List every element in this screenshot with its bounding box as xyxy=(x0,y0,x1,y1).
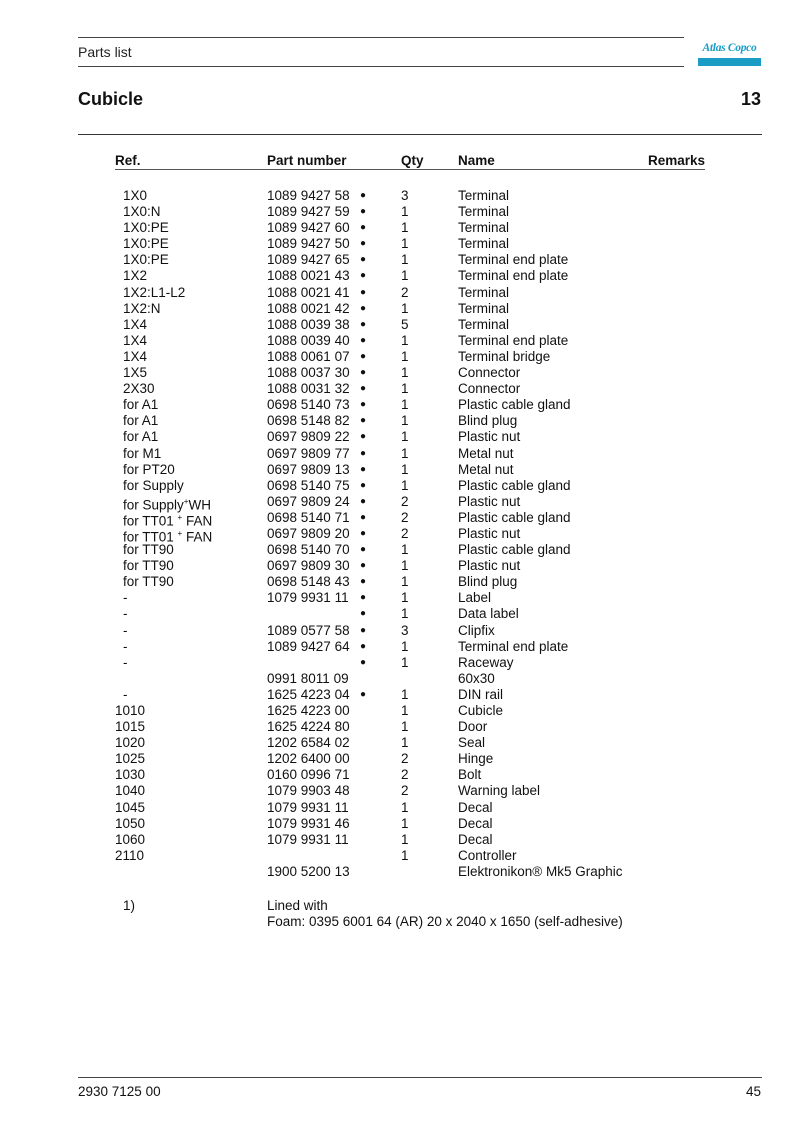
bullet-icon: ● xyxy=(360,350,367,362)
bullet-icon: ● xyxy=(360,527,367,539)
cell-part-number: 1202 6584 02 xyxy=(267,735,350,751)
table-row xyxy=(0,767,800,783)
cell-qty: 1 xyxy=(401,397,409,413)
table-row xyxy=(0,558,800,574)
title-rule xyxy=(78,134,762,135)
cell-ref: 1X0:PE xyxy=(123,252,169,268)
cell-part-number: 1089 9427 64 xyxy=(267,638,350,654)
cell-name: Decal xyxy=(458,815,493,831)
cell-qty: 1 xyxy=(401,300,409,316)
table-row xyxy=(0,703,800,719)
table-row xyxy=(0,429,800,445)
cell-ref: for A1 xyxy=(123,397,159,413)
cell-ref: 1040 xyxy=(115,783,146,799)
table-row xyxy=(0,848,800,864)
table-row xyxy=(0,735,800,751)
cell-qty: 2 xyxy=(401,751,409,767)
table-row xyxy=(0,301,800,317)
cell-name: Terminal xyxy=(458,188,510,203)
cell-qty: 1 xyxy=(401,654,409,670)
table-row xyxy=(0,252,800,268)
cell-name: Terminal xyxy=(458,236,510,252)
cell-name: Hinge xyxy=(458,751,494,767)
cell-part-number: 0698 5140 75 xyxy=(267,477,350,493)
table-row xyxy=(0,317,800,333)
cell-name: Elektronikon® Mk5 Graphic xyxy=(458,863,623,879)
cell-name: Clipfix xyxy=(458,622,495,638)
cell-qty: 1 xyxy=(401,413,409,429)
cell-qty: 1 xyxy=(401,332,409,348)
cell-qty: 1 xyxy=(401,542,409,558)
logo-bar xyxy=(698,58,761,66)
cell-part-number: 0698 5148 43 xyxy=(267,574,350,590)
cell-name: Metal nut xyxy=(458,445,514,461)
cell-qty: 2 xyxy=(401,783,409,799)
cell-ref: for TT90 xyxy=(123,574,174,590)
cell-ref: 2X30 xyxy=(123,381,155,397)
table-row xyxy=(0,349,800,365)
section-number: 13 xyxy=(740,89,761,109)
cell-part-number: 1625 4224 80 xyxy=(267,719,350,735)
table-row xyxy=(0,655,800,671)
bullet-icon: ● xyxy=(360,608,367,620)
bullet-icon: ● xyxy=(360,334,367,346)
cell-ref: - xyxy=(123,686,128,702)
table-row xyxy=(0,365,800,381)
cell-ref: 1X4 xyxy=(123,348,148,364)
cell-part-number: 0698 5148 82 xyxy=(267,413,350,429)
cell-part-number: 0991 8011 09 xyxy=(267,670,349,686)
cell-name: Terminal xyxy=(458,316,510,332)
cell-ref: 1X0:PE xyxy=(123,220,169,236)
cell-qty: 1 xyxy=(401,847,409,863)
cell-qty: 1 xyxy=(401,252,409,268)
bullet-icon: ● xyxy=(360,511,367,523)
cell-part-number: 0698 5140 70 xyxy=(267,542,350,558)
cell-name: Terminal bridge xyxy=(458,348,551,364)
cell-ref: 1X4 xyxy=(123,332,148,348)
cell-qty: 1 xyxy=(401,381,409,397)
bullet-icon: ● xyxy=(360,495,367,507)
cell-ref: 1015 xyxy=(115,719,146,735)
cell-part-number: 1089 9427 60 xyxy=(267,220,350,236)
cell-name: Raceway xyxy=(458,654,514,670)
cell-qty: 1 xyxy=(401,703,409,718)
bullet-icon: ● xyxy=(360,399,367,411)
table-row xyxy=(0,188,800,204)
table-row xyxy=(0,285,800,301)
table-row xyxy=(0,671,800,687)
cell-ref: 1045 xyxy=(115,799,146,815)
cell-part-number: 1079 9931 11 xyxy=(267,590,349,606)
cell-name: Connector xyxy=(458,381,521,397)
cell-ref: 1025 xyxy=(115,751,146,767)
cell-qty: 1 xyxy=(401,606,409,622)
cell-qty: 1 xyxy=(401,220,409,236)
column-header-qty: Qty xyxy=(401,153,424,168)
cell-part-number: 1088 0039 38 xyxy=(267,316,350,332)
header-rule-top xyxy=(78,37,684,38)
cell-qty: 3 xyxy=(401,622,409,638)
document-number: 2930 7125 00 xyxy=(78,1084,161,1099)
cell-name: Connector xyxy=(458,365,521,381)
cell-name: Plastic nut xyxy=(458,525,521,541)
table-row xyxy=(0,413,800,429)
cell-qty: 1 xyxy=(401,445,409,461)
bullet-icon: ● xyxy=(360,206,367,218)
cell-name: Blind plug xyxy=(458,413,518,429)
cell-qty: 1 xyxy=(401,236,409,252)
header-section-label: Parts list xyxy=(78,44,132,60)
cell-part-number: 1625 4223 00 xyxy=(267,703,350,718)
cell-ref: for Supply xyxy=(123,477,184,493)
cell-ref: 1X2 xyxy=(123,268,148,284)
cell-qty: 1 xyxy=(401,590,409,606)
table-row xyxy=(0,719,800,735)
footer-rule xyxy=(78,1077,762,1078)
cell-name: Terminal end plate xyxy=(458,638,569,654)
bullet-icon: ● xyxy=(360,463,367,475)
cell-qty: 2 xyxy=(401,493,409,509)
cell-name: Label xyxy=(458,590,492,606)
bullet-icon: ● xyxy=(360,688,367,700)
table-row xyxy=(0,462,800,478)
table-row xyxy=(0,204,800,220)
cell-qty: 1 xyxy=(401,268,409,284)
cell-ref: for M1 xyxy=(123,445,162,461)
cell-part-number: 1089 9427 58 xyxy=(267,188,350,203)
cell-ref: - xyxy=(123,606,128,622)
cell-ref: for TT90 xyxy=(123,542,174,558)
table-row xyxy=(0,333,800,349)
cell-qty: 1 xyxy=(401,429,409,445)
bullet-icon: ● xyxy=(360,431,367,443)
cell-part-number: 0697 9809 77 xyxy=(267,445,350,461)
bullet-icon: ● xyxy=(360,254,367,266)
cell-ref: for TT90 xyxy=(123,558,174,574)
cell-name: Terminal xyxy=(458,284,510,300)
cell-qty: 1 xyxy=(401,558,409,574)
cell-part-number: 0697 9809 22 xyxy=(267,429,350,445)
column-header-remarks: Remarks xyxy=(648,153,706,168)
table-row xyxy=(0,268,800,284)
cell-ref: 1X5 xyxy=(123,365,148,381)
bullet-icon: ● xyxy=(360,318,367,330)
cell-qty: 2 xyxy=(401,767,409,783)
cell-part-number: 0697 9809 20 xyxy=(267,525,350,541)
table-row xyxy=(0,751,800,767)
table-row xyxy=(0,606,800,622)
cell-name: Metal nut xyxy=(458,461,514,477)
table-row xyxy=(0,446,800,462)
cell-ref: 1020 xyxy=(115,735,146,751)
bullet-icon: ● xyxy=(360,286,367,298)
bullet-icon: ● xyxy=(360,190,367,201)
cell-part-number: 1079 9903 48 xyxy=(267,783,350,799)
cell-ref: 1060 xyxy=(115,831,146,847)
bullet-icon: ● xyxy=(360,238,367,250)
table-row xyxy=(0,816,800,832)
cell-ref: - xyxy=(123,654,128,670)
table-row xyxy=(0,493,800,513)
cell-ref: for Supply+WH xyxy=(123,496,211,513)
column-header-part-number: Part number xyxy=(267,153,347,168)
cell-qty: 2 xyxy=(401,525,409,541)
cell-part-number: 1088 0021 41 xyxy=(267,284,350,300)
cell-qty: 1 xyxy=(401,719,409,735)
footnote-ref: 1) xyxy=(123,898,136,913)
cell-part-number: 1088 0021 42 xyxy=(267,300,350,316)
cell-name: Plastic cable gland xyxy=(458,542,571,558)
cell-name: Terminal end plate xyxy=(458,252,569,268)
cell-name: Plastic cable gland xyxy=(458,509,571,525)
bullet-icon: ● xyxy=(360,640,367,652)
cell-name: Plastic nut xyxy=(458,429,521,445)
header-rule-bottom xyxy=(78,66,684,67)
cell-qty: 1 xyxy=(401,831,409,847)
logo-wordmark: Atlas Copco xyxy=(702,42,757,54)
cell-name: Terminal xyxy=(458,204,510,220)
cell-part-number: 1079 9931 11 xyxy=(267,799,349,815)
cell-qty: 1 xyxy=(401,574,409,590)
footnote-line-1: Lined with xyxy=(267,898,328,913)
bullet-icon: ● xyxy=(360,415,367,427)
cell-name: Controller xyxy=(458,847,517,863)
cell-qty: 1 xyxy=(401,461,409,477)
cell-qty: 1 xyxy=(401,815,409,831)
table-row xyxy=(0,542,800,558)
atlas-copco-logo xyxy=(698,40,761,66)
column-header-ref: Ref. xyxy=(115,153,141,168)
bullet-icon: ● xyxy=(360,560,367,572)
table-row xyxy=(0,509,800,529)
bullet-icon: ● xyxy=(360,367,367,379)
page-number: 45 xyxy=(745,1084,761,1099)
cell-part-number: 0697 9809 30 xyxy=(267,558,350,574)
cell-name: Decal xyxy=(458,799,493,815)
cell-ref: 1X2:L1-L2 xyxy=(123,284,186,300)
bullet-icon: ● xyxy=(360,479,367,491)
cell-name: Terminal xyxy=(458,220,510,236)
cell-name: Decal xyxy=(458,831,493,847)
bullet-icon: ● xyxy=(360,576,367,588)
cell-name: Terminal xyxy=(458,300,510,316)
cell-qty: 1 xyxy=(401,686,409,702)
cell-ref: for PT20 xyxy=(123,461,175,477)
cell-ref: for TT01 + FAN xyxy=(123,528,213,545)
table-row xyxy=(0,381,800,397)
cell-part-number: 1088 0037 30 xyxy=(267,365,350,381)
table-row xyxy=(0,236,800,252)
cell-name: Plastic cable gland xyxy=(458,477,571,493)
cell-part-number: 0697 9809 24 xyxy=(267,493,350,509)
cell-part-number: 0698 5140 73 xyxy=(267,397,350,413)
cell-name: Cubicle xyxy=(458,703,504,718)
table-row xyxy=(0,832,800,848)
table-row xyxy=(0,623,800,639)
parts-table xyxy=(0,188,800,880)
cell-part-number: 1625 4223 04 xyxy=(267,686,350,702)
cell-part-number: 0160 0996 71 xyxy=(267,767,350,783)
cell-qty: 3 xyxy=(401,188,409,203)
table-row xyxy=(0,783,800,799)
cell-part-number: 1088 0021 43 xyxy=(267,268,350,284)
table-header-rule xyxy=(115,169,705,170)
cell-ref: 1X0:N xyxy=(123,204,161,220)
cell-name: DIN rail xyxy=(458,686,504,702)
cell-qty: 1 xyxy=(401,365,409,381)
cell-part-number: 1079 9931 46 xyxy=(267,815,350,831)
cell-part-number: 1088 0061 07 xyxy=(267,348,350,364)
cell-name: Plastic nut xyxy=(458,558,521,574)
cell-part-number: 0698 5140 71 xyxy=(267,509,350,525)
bullet-icon: ● xyxy=(360,383,367,395)
table-row xyxy=(0,590,800,606)
cell-qty: 2 xyxy=(401,509,409,525)
cell-name: Data label xyxy=(458,606,519,622)
cell-ref: 1030 xyxy=(115,767,146,783)
cell-ref: 2110 xyxy=(115,847,145,863)
cell-ref: - xyxy=(123,622,128,638)
cell-name: Warning label xyxy=(458,783,541,799)
cell-ref: for A1 xyxy=(123,429,159,445)
cell-ref: 1X0 xyxy=(123,188,148,203)
page-title: Cubicle xyxy=(78,89,144,109)
table-row xyxy=(0,800,800,816)
cell-name: Seal xyxy=(458,735,486,751)
cell-part-number: 1089 9427 59 xyxy=(267,204,350,220)
cell-qty: 1 xyxy=(401,638,409,654)
cell-part-number: 1088 0031 32 xyxy=(267,381,350,397)
table-row xyxy=(0,478,800,494)
cell-part-number: 1089 9427 50 xyxy=(267,236,350,252)
cell-part-number: 1079 9931 11 xyxy=(267,831,349,847)
cell-ref: - xyxy=(123,638,128,654)
footnote-line-2: Foam: 0395 6001 64 (AR) 20 x 2040 x 1650 (self-adhesive) xyxy=(267,914,623,929)
cell-qty: 2 xyxy=(401,284,409,300)
cell-name: Plastic cable gland xyxy=(458,397,571,413)
table-row xyxy=(0,864,800,880)
cell-qty: 5 xyxy=(401,316,409,332)
table-row xyxy=(0,220,800,236)
cell-part-number: 1202 6400 00 xyxy=(267,751,350,767)
bullet-icon: ● xyxy=(360,447,367,459)
cell-part-number: 1900 5200 13 xyxy=(267,863,350,879)
bullet-icon: ● xyxy=(360,656,367,668)
cell-name: Terminal end plate xyxy=(458,268,569,284)
cell-name: Plastic nut xyxy=(458,493,521,509)
cell-name: Bolt xyxy=(458,767,482,783)
cell-name: Door xyxy=(458,719,488,735)
cell-qty: 1 xyxy=(401,735,409,751)
cell-ref: 1010 xyxy=(115,703,146,718)
cell-ref: 1X2:N xyxy=(123,300,161,316)
bullet-icon: ● xyxy=(360,222,367,234)
cell-name: Blind plug xyxy=(458,574,518,590)
cell-qty: 1 xyxy=(401,348,409,364)
table-row xyxy=(0,639,800,655)
cell-qty: 1 xyxy=(401,477,409,493)
cell-part-number: 0697 9809 13 xyxy=(267,461,350,477)
cell-ref: 1050 xyxy=(115,815,146,831)
bullet-icon: ● xyxy=(360,592,367,604)
cell-name: 60x30 xyxy=(458,670,495,686)
table-row xyxy=(0,397,800,413)
cell-qty: 1 xyxy=(401,799,409,815)
cell-name: Terminal end plate xyxy=(458,332,569,348)
cell-part-number: 1088 0039 40 xyxy=(267,332,350,348)
table-row xyxy=(0,687,800,703)
cell-part-number: 1089 0577 58 xyxy=(267,622,350,638)
bullet-icon: ● xyxy=(360,544,367,556)
bullet-icon: ● xyxy=(360,270,367,282)
cell-ref: - xyxy=(123,590,128,606)
cell-part-number: 1089 9427 65 xyxy=(267,252,350,268)
table-row xyxy=(0,574,800,590)
cell-ref: for TT01 + FAN xyxy=(123,512,213,529)
bullet-icon: ● xyxy=(360,624,367,636)
bullet-icon: ● xyxy=(360,302,367,314)
cell-ref: for A1 xyxy=(123,413,159,429)
cell-qty: 1 xyxy=(401,204,409,220)
column-header-name: Name xyxy=(458,153,495,168)
cell-ref: 1X0:PE xyxy=(123,236,169,252)
table-row xyxy=(0,525,800,545)
cell-ref: 1X4 xyxy=(123,316,148,332)
